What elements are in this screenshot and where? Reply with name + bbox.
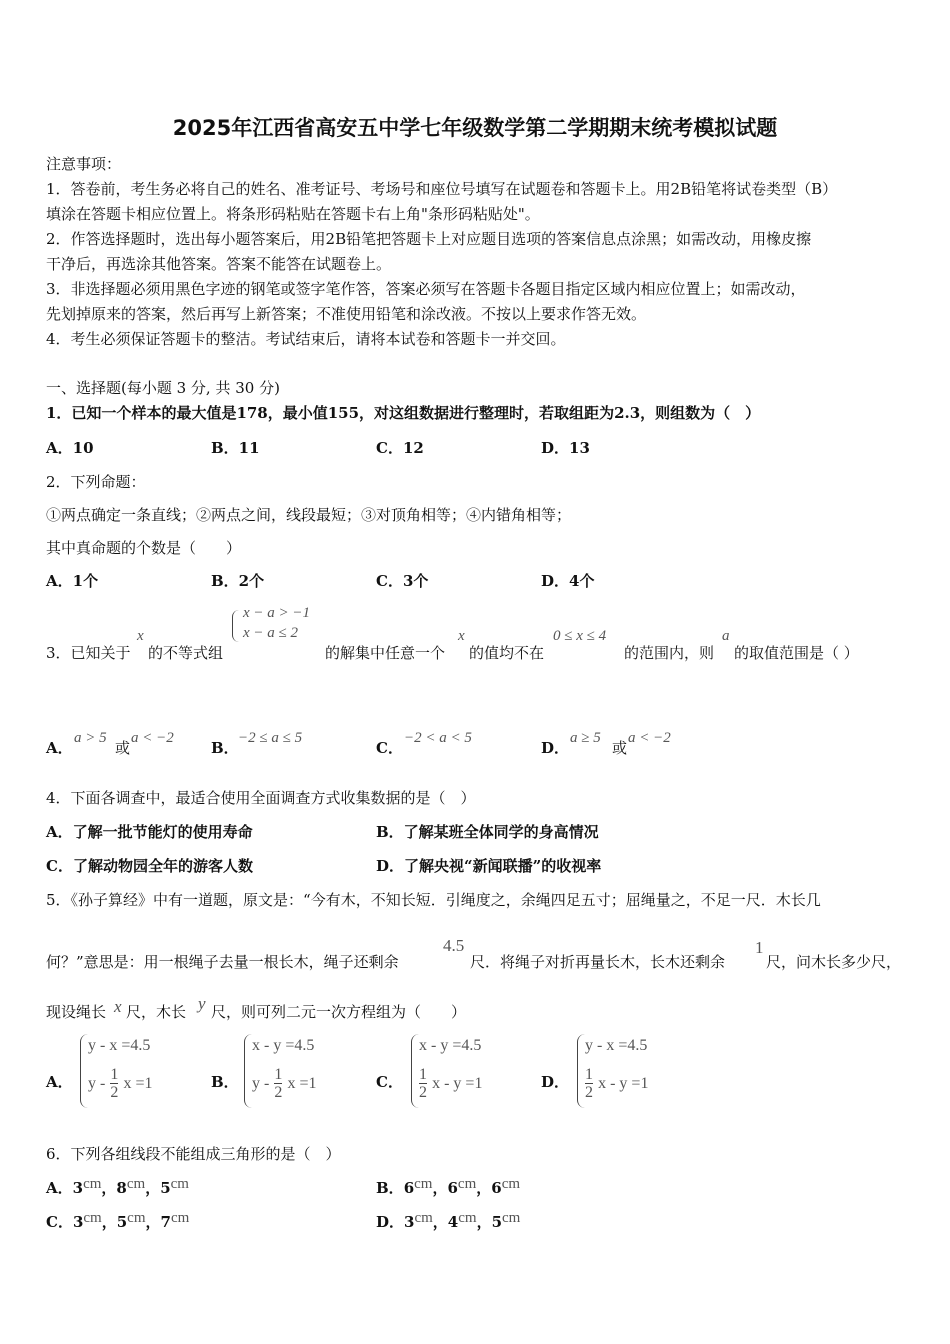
q3-option-a-or: 或 [115,739,131,757]
q6-d-num-2: 4 [447,1213,459,1231]
q5-line-2-a: 何？”意思是：用一根绳子去量一根长木，绳子还剩余 [46,953,399,971]
q3-option-d-math-1: a ≥ 5 [570,730,601,746]
q5-option-d-eq-2-right: x - y =1 [598,1075,649,1092]
notes-line-5: 3．非选择题必须用黑色字迹的钢笔或签字笔作答，答案必须写在答题卡各题目指定区域内相应位置上；如需改动， [46,280,806,298]
q5-line-1: 5．《孙子算经》中有一道题，原文是：“今有木，不知长短．引绳度之，余绳四足五寸；屈绳量之，不足一尺．木长几 [46,891,821,909]
q1-option-b: B．11 [211,439,260,457]
q3-text-4: 的值均不在 [469,644,545,662]
q6-a-unit-3: cm [170,1176,189,1192]
fraction-denominator: 2 [274,1084,283,1101]
q5-option-d-fraction [585,1066,593,1101]
q5-option-d-brace [577,1034,585,1108]
q5-option-a-eq-2-right: x =1 [123,1075,153,1092]
q5-option-b-fraction [274,1066,282,1101]
q6-c-unit-1: cm [83,1210,102,1226]
q1-option-d: D．13 [541,439,590,457]
q3-text-2: 的不等式组 [148,644,224,662]
q6-d-num-1: 3 [404,1213,415,1231]
q6-a-num-3: 5 [160,1179,171,1197]
q5-option-c-brace [411,1034,419,1108]
q6-d-num-3: 5 [491,1213,503,1231]
q6-c-sep-2: ， [145,1213,161,1231]
q6-b-unit-1: cm [414,1176,433,1192]
fraction-denominator: 2 [419,1084,427,1101]
fraction-numerator: 1 [419,1066,427,1083]
q6-b-unit-3: cm [501,1176,521,1192]
q6-option-c-label: C． [46,1213,73,1231]
fraction-numerator: 1 [585,1066,593,1083]
fraction-numerator: 1 [110,1066,119,1083]
q6-c-unit-3: cm [170,1210,190,1226]
q5-option-b-eq-2 [252,1066,317,1101]
fraction-numerator: 1 [274,1066,283,1083]
q3-option-a-math-1: a > 5 [74,730,107,746]
q3-option-b-math: −2 ≤ a ≤ 5 [238,730,303,746]
q5-line-2-b: 尺．将绳子对折再量长木，长木还剩余 [470,953,726,971]
q6-b-sep-2: ， [476,1179,492,1197]
q6-b-num-1: 6 [403,1179,415,1197]
q3-text-1: 3．已知关于 [46,644,131,662]
notes-line-6: 先划掉原来的答案，然后再写上新答案；不准使用铅笔和涂改液。不按以上要求作答无效。 [46,305,647,323]
q2-option-d: D．4个 [541,572,595,590]
q6-c-num-1: 3 [72,1213,84,1231]
q5-option-b-brace [244,1034,252,1108]
q3-option-a-math-2: a < −2 [131,730,174,746]
notes-line-3: 2．作答选择题时，选出每小题答案后，用2B铅笔把答题卡上对应题目选项的答案信息点涂黑；如需改动，用橡皮擦 [46,230,812,248]
q3-option-d-or: 或 [612,739,628,757]
q5-option-c-eq-1: x - y =4.5 [419,1037,482,1054]
fraction-denominator: 2 [585,1084,593,1101]
q5-option-d-eq-2 [585,1066,648,1101]
q6-a-num-1: 3 [72,1179,84,1197]
q3-var-a: a [722,628,730,644]
q6-d-unit-2: cm [458,1210,477,1226]
notes-line-7: 4．考生必须保证答题卡的整洁。考试结束后，请将本试卷和答题卡一并交回。 [46,330,566,348]
q5-line-3-c: 尺，则可列二元一次方程组为（ ） [211,1003,467,1021]
q6-c-num-2: 5 [116,1213,128,1231]
section-heading: 一、选择题(每小题 3 分, 共 30 分) [46,379,280,397]
q6-a-unit-2: cm [126,1176,146,1192]
q3-text-5: 的范围内，则 [624,644,715,662]
q6-option-c [46,1211,189,1232]
q5-option-d-label: D． [541,1073,570,1091]
q4-stem: 4．下面各调查中，最适合使用全面调查方式收集数据的是（ ） [46,789,476,807]
q6-option-b-label: B． [376,1179,404,1197]
q5-num-1: 1 [755,938,764,957]
q6-a-num-2: 8 [116,1179,127,1197]
q6-d-unit-3: cm [502,1210,521,1226]
q3-var-x-2: x [458,628,465,644]
q5-option-b-eq-2-left: y - [252,1075,270,1092]
q5-option-a-eq-2-left: y - [88,1075,106,1092]
fraction-denominator: 2 [110,1084,119,1101]
q5-line-3-a: 现设绳长 [46,1003,107,1021]
q4-option-c: C．了解动物园全年的游客人数 [46,857,253,875]
q1-stem: 1．已知一个样本的最大值是178，最小值155，对这组数据进行整理时，若取组距为2.3，则组数为（ ） [46,404,761,422]
q6-a-sep-1: ， [101,1179,117,1197]
q5-option-c-eq-2-right: x - y =1 [432,1075,483,1092]
q5-line-3-b: 尺，木长 [126,1003,187,1021]
q6-b-unit-2: cm [457,1176,477,1192]
q5-option-b-label: B． [211,1073,239,1091]
q3-option-c-label: C． [376,739,403,757]
q6-a-unit-1: cm [83,1176,102,1192]
q2-stem: 2．下列命题： [46,473,146,491]
q5-option-b-eq-2-right: x =1 [287,1075,317,1092]
notes-line-2: 填涂在答题卡相应位置上。将条形码粘贴在答题卡右上角"条形码粘贴处"。 [46,205,540,223]
q5-option-c-eq-2 [419,1066,482,1101]
q3-system-line-2: x − a ≤ 2 [243,625,299,641]
q6-option-d [376,1211,520,1232]
q4-option-b: B．了解某班全体同学的身高情况 [376,823,599,841]
q3-option-b-label: B． [211,739,239,757]
q5-var-x: x [114,997,122,1016]
page-title: 2025年江西省高安五中学七年级数学第二学期期末统考模拟试题 [172,116,778,140]
q5-option-a-label: A． [46,1073,73,1091]
q6-option-a-label: A． [46,1179,73,1197]
q3-text-3: 的解集中任意一个 [325,644,446,662]
q6-b-num-2: 6 [447,1179,458,1197]
q6-b-sep-1: ， [432,1179,448,1197]
q6-d-sep-2: ， [476,1213,492,1231]
q5-line-2-c: 尺，问木长多少尺， [766,953,902,971]
q3-system-brace [232,610,239,642]
q5-option-a-eq-2 [88,1066,153,1101]
q3-var-x: x [137,628,144,644]
q6-d-sep-1: ， [432,1213,448,1231]
q2-option-a: A．1个 [46,572,99,590]
q3-option-a-label: A． [46,739,73,757]
q1-option-a: A．10 [46,439,94,457]
q3-option-d-math-2: a < −2 [628,730,671,746]
q3-option-d-label: D． [541,739,570,757]
q6-option-b [376,1177,520,1198]
q5-option-a-fraction [110,1066,118,1101]
q5-var-y: y [198,994,206,1013]
q6-option-d-label: D． [376,1213,405,1231]
q6-option-a [46,1177,189,1198]
q6-d-unit-1: cm [414,1210,433,1226]
notes-line-4: 干净后，再选涂其他答案。答案不能答在试题卷上。 [46,255,392,273]
q4-option-a: A．了解一批节能灯的使用寿命 [46,823,253,841]
q6-a-sep-2: ， [145,1179,161,1197]
q6-c-sep-1: ， [101,1213,117,1231]
q2-option-b: B．2个 [211,572,265,590]
q6-c-unit-2: cm [127,1210,146,1226]
q3-system-line-1: x − a > −1 [243,605,311,621]
q3-option-c-math: −2 < a < 5 [404,730,472,746]
q2-question: 其中真命题的个数是（ ） [46,539,242,557]
q5-option-a-eq-1: y - x =4.5 [88,1037,151,1054]
q5-option-b-eq-1: x - y =4.5 [252,1037,315,1054]
q3-text-6: 的取值范围是（ ） [734,644,859,662]
q4-option-d: D．了解央视“新闻联播”的收视率 [376,857,602,875]
q1-option-c: C．12 [376,439,424,457]
q5-option-c-fraction [419,1066,427,1101]
q3-range: 0 ≤ x ≤ 4 [553,628,607,644]
q6-b-num-3: 6 [491,1179,502,1197]
notes-line-1: 1．答卷前，考生务必将自己的姓名、准考证号、考场号和座位号填写在试题卷和答题卡上。用2B铅笔将试卷类型（B） [46,180,838,198]
q5-num-4-5: 4.5 [443,936,465,955]
q2-propositions: ①两点确定一条直线；②两点之间，线段最短；③对顶角相等；④内错角相等； [46,506,572,524]
q5-option-d-eq-1: y - x =4.5 [585,1037,648,1054]
notes-heading: 注意事项： [46,155,122,173]
q2-option-c: C．3个 [376,572,429,590]
q5-option-c-label: C． [376,1073,403,1091]
q6-stem: 6．下列各组线段不能组成三角形的是（ ） [46,1145,341,1163]
q5-option-a-brace [80,1034,88,1108]
q6-c-num-3: 7 [160,1213,171,1231]
